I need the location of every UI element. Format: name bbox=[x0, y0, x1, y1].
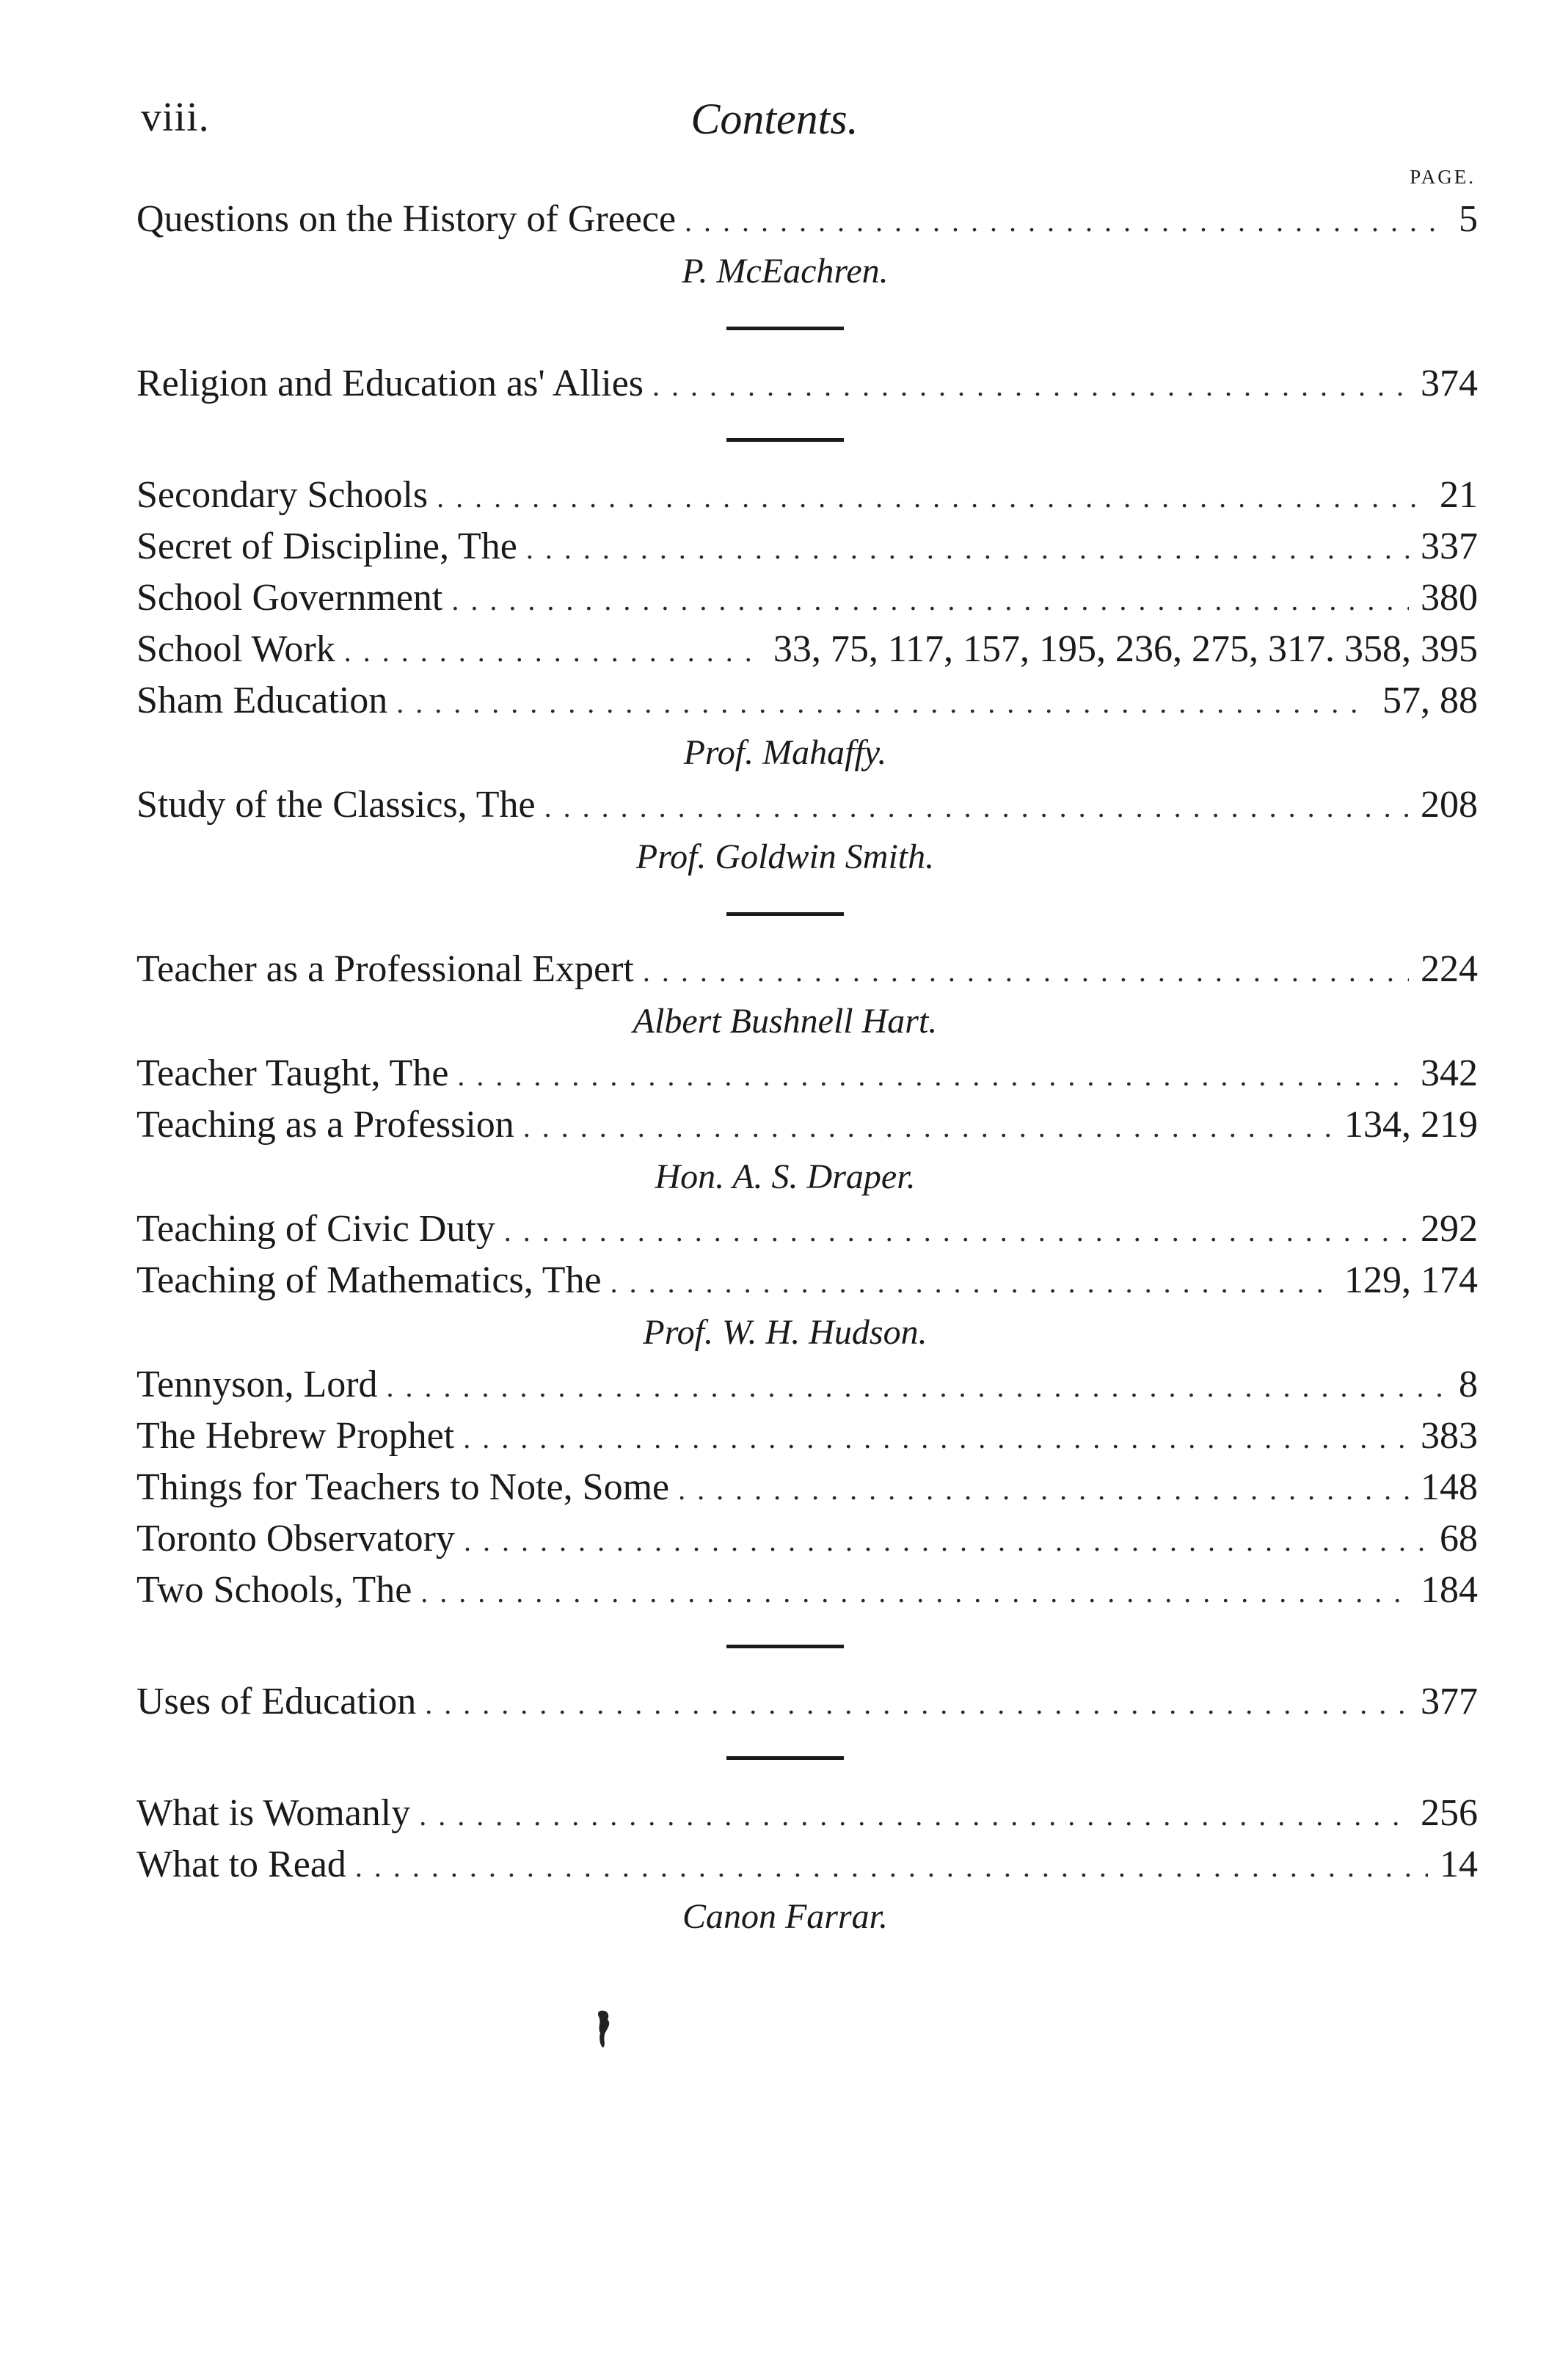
entry-title: Teaching of Mathematics, The bbox=[136, 1259, 602, 1301]
dot-leader bbox=[451, 575, 1409, 626]
section-divider bbox=[136, 298, 1478, 358]
entry-title: Uses of Education bbox=[136, 1681, 417, 1722]
contents-entry bbox=[136, 358, 1478, 410]
dot-leader bbox=[420, 1567, 1409, 1618]
entry-title: Two Schools, The bbox=[136, 1569, 412, 1611]
section-divider bbox=[136, 410, 1478, 470]
entry-author: Prof. W. H. Hudson. bbox=[643, 1313, 927, 1352]
entry-author: Canon Farrar. bbox=[682, 1897, 889, 1936]
entry-title: Teaching as a Profession bbox=[136, 1104, 514, 1146]
divider-rule bbox=[726, 1645, 844, 1648]
entry-author: Prof. Mahaffy. bbox=[683, 733, 887, 772]
entry-pages: 292 bbox=[1421, 1208, 1478, 1250]
dot-leader bbox=[419, 1790, 1409, 1841]
section-divider bbox=[136, 884, 1478, 944]
dot-leader bbox=[526, 523, 1409, 575]
entry-title: School Work bbox=[136, 628, 335, 670]
entry-title: Religion and Education as' Allies bbox=[136, 363, 644, 404]
section-divider bbox=[136, 1728, 1478, 1788]
dot-leader bbox=[463, 1413, 1409, 1464]
divider-rule bbox=[726, 1756, 844, 1760]
contents-list bbox=[136, 194, 1478, 1943]
entry-title: Secondary Schools bbox=[136, 474, 429, 516]
contents-entry bbox=[136, 1565, 1478, 1616]
entry-title: Tennyson, Lord bbox=[136, 1364, 378, 1405]
entry-pages: 148 bbox=[1421, 1466, 1478, 1508]
entry-pages: 21 bbox=[1440, 474, 1478, 516]
dot-leader bbox=[396, 677, 1371, 729]
entry-pages: 134, 219 bbox=[1344, 1104, 1478, 1146]
entry-pages: 184 bbox=[1421, 1569, 1478, 1611]
entry-title: What is Womanly bbox=[136, 1792, 411, 1834]
contents-entry bbox=[136, 1099, 1478, 1151]
entry-pages: 14 bbox=[1440, 1844, 1478, 1885]
divider-rule bbox=[726, 438, 844, 442]
entry-pages: 129, 174 bbox=[1344, 1259, 1478, 1301]
contents-entry bbox=[136, 1839, 1478, 1890]
ink-blot bbox=[596, 2009, 613, 2049]
dot-leader bbox=[523, 1102, 1333, 1153]
entry-author: P. McEachren. bbox=[682, 252, 889, 291]
entry-pages: 224 bbox=[1421, 948, 1478, 990]
entry-title: Study of the Classics, The bbox=[136, 784, 536, 826]
entry-author: Prof. Goldwin Smith. bbox=[635, 837, 935, 876]
section-divider bbox=[136, 1616, 1478, 1676]
entry-pages: 68 bbox=[1440, 1518, 1478, 1560]
contents-entry bbox=[136, 779, 1478, 831]
page-column-label: PAGE. bbox=[1410, 166, 1476, 188]
contents-entry bbox=[136, 470, 1478, 521]
dot-leader bbox=[643, 946, 1409, 997]
dot-leader bbox=[678, 1464, 1409, 1515]
contents-entry bbox=[136, 944, 1478, 995]
entry-pages: 256 bbox=[1421, 1792, 1478, 1834]
entry-author: Hon. A. S. Draper. bbox=[655, 1157, 916, 1196]
page-number: viii. bbox=[141, 95, 210, 140]
entry-title: What to Read bbox=[136, 1844, 346, 1885]
dot-leader bbox=[437, 472, 1428, 523]
entry-pages: 377 bbox=[1421, 1681, 1478, 1722]
dot-leader bbox=[685, 196, 1447, 247]
contents-entry bbox=[136, 675, 1478, 727]
contents-entry bbox=[136, 1204, 1478, 1255]
dot-leader bbox=[504, 1206, 1409, 1257]
entry-title: Teacher as a Professional Expert bbox=[136, 948, 634, 990]
contents-entry bbox=[136, 1048, 1478, 1099]
entry-pages: 380 bbox=[1421, 577, 1478, 619]
entry-title: Things for Teachers to Note, Some bbox=[136, 1466, 670, 1508]
entry-title: Teaching of Civic Duty bbox=[136, 1208, 495, 1250]
dot-leader bbox=[387, 1361, 1447, 1413]
dot-leader bbox=[425, 1678, 1409, 1730]
entry-pages: 8 bbox=[1459, 1364, 1478, 1405]
entry-pages: 342 bbox=[1421, 1052, 1478, 1094]
entry-pages: 337 bbox=[1421, 525, 1478, 567]
entry-pages: 33, 75, 117, 157, 195, 236, 275, 317. 358, 395 bbox=[773, 628, 1478, 670]
entry-pages: 5 bbox=[1459, 198, 1478, 240]
contents-entry bbox=[136, 624, 1478, 675]
dot-leader bbox=[457, 1050, 1409, 1102]
divider-rule bbox=[726, 912, 844, 916]
contents-entry bbox=[136, 194, 1478, 245]
contents-entry bbox=[136, 521, 1478, 572]
entry-title: Teacher Taught, The bbox=[136, 1052, 449, 1094]
contents-entry bbox=[136, 1255, 1478, 1306]
dot-leader bbox=[464, 1515, 1428, 1567]
dot-leader bbox=[652, 360, 1409, 412]
dot-leader bbox=[611, 1257, 1333, 1309]
entry-title: Secret of Discipline, The bbox=[136, 525, 517, 567]
contents-entry bbox=[136, 1513, 1478, 1565]
entry-title: Toronto Observatory bbox=[136, 1518, 455, 1560]
dot-leader bbox=[544, 782, 1409, 833]
entry-title: School Government bbox=[136, 577, 443, 619]
dot-leader bbox=[355, 1841, 1428, 1893]
running-head: Contents. bbox=[690, 95, 859, 143]
entry-title: The Hebrew Prophet bbox=[136, 1415, 455, 1457]
divider-rule bbox=[726, 327, 844, 330]
entry-pages: 374 bbox=[1421, 363, 1478, 404]
contents-entry bbox=[136, 1788, 1478, 1839]
entry-title: Sham Education bbox=[136, 680, 388, 721]
contents-entry bbox=[136, 572, 1478, 624]
entry-pages: 57, 88 bbox=[1382, 680, 1478, 721]
contents-entry bbox=[136, 1359, 1478, 1411]
entry-pages: 383 bbox=[1421, 1415, 1478, 1457]
entry-title: Questions on the History of Greece bbox=[136, 198, 677, 240]
entry-author: Albert Bushnell Hart. bbox=[633, 1002, 938, 1041]
contents-entry bbox=[136, 1462, 1478, 1513]
contents-entry bbox=[136, 1676, 1478, 1728]
entry-pages: 208 bbox=[1421, 784, 1478, 826]
contents-entry bbox=[136, 1411, 1478, 1462]
dot-leader bbox=[344, 626, 762, 677]
